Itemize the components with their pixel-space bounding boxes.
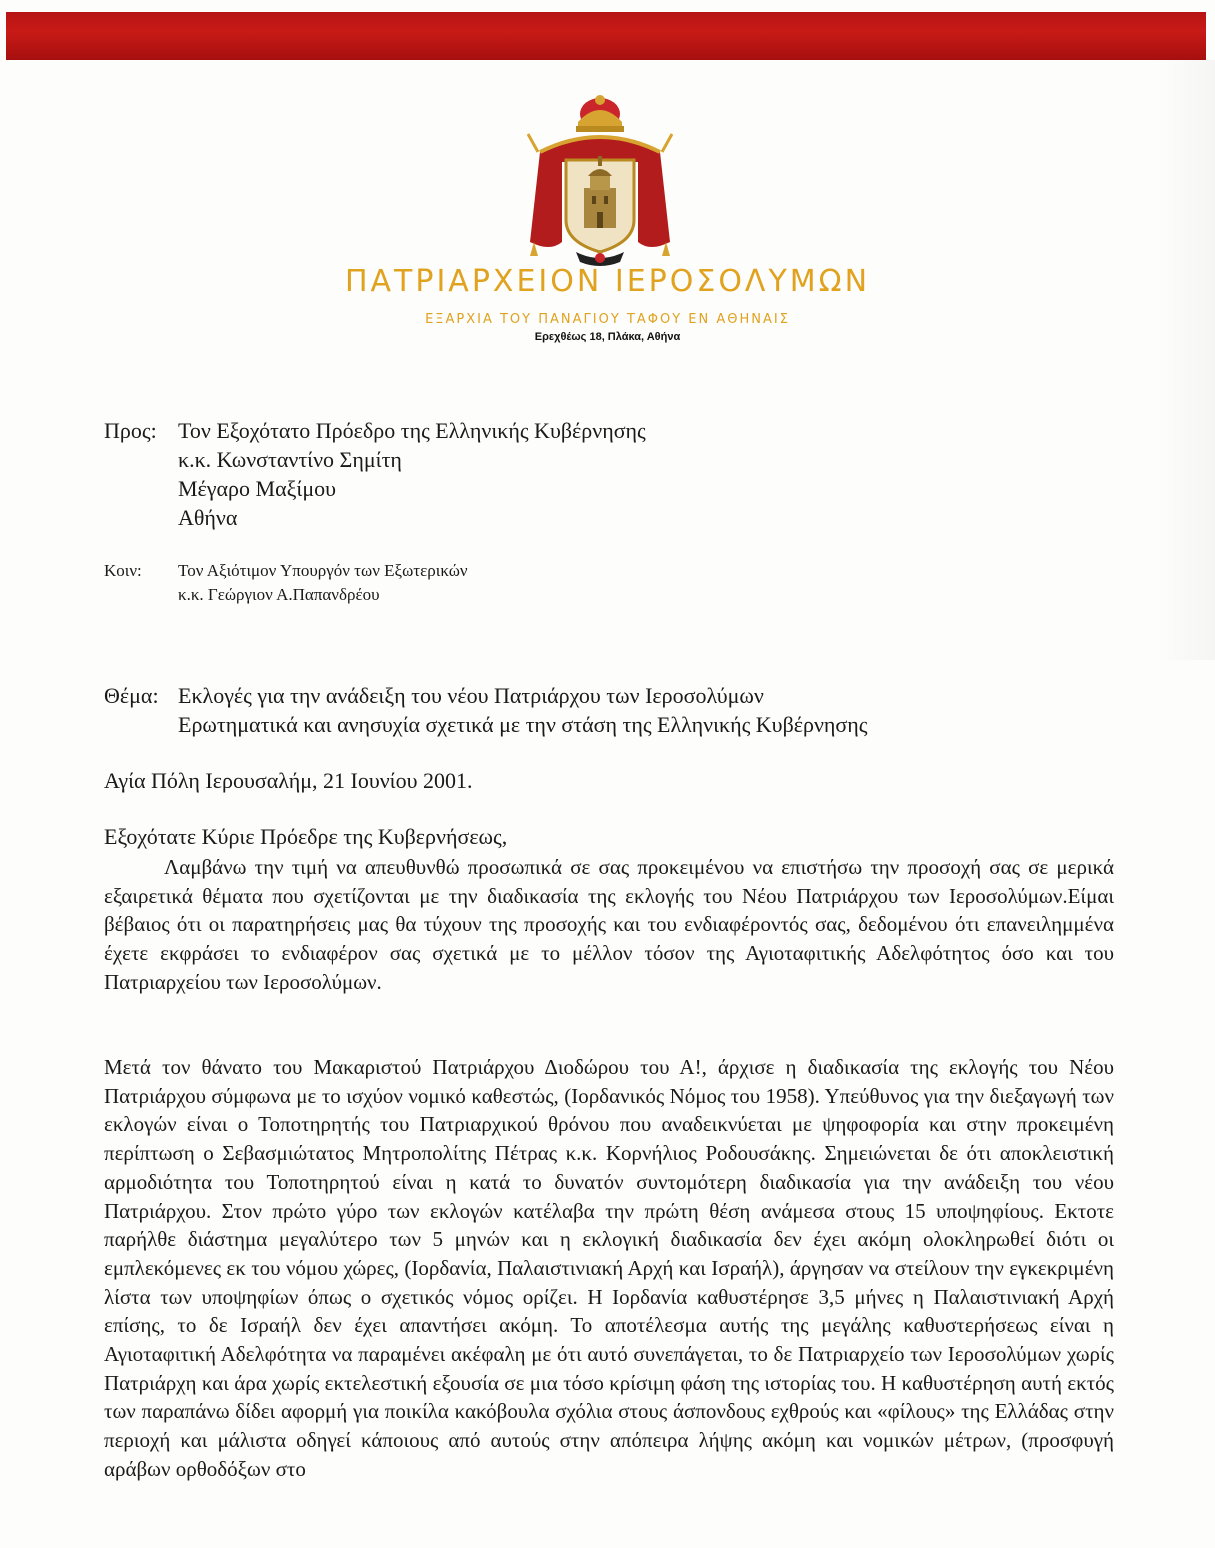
copy-label: Κοιν:: [104, 561, 142, 580]
subject-line: Ερωτηματικά και ανησυχία σχετικά με την στάση της Ελληνικής Κυβέρνησης: [178, 712, 868, 737]
copy-line: κ.κ. Γεώργιον Α.Παπανδρέου: [178, 585, 380, 604]
date-line: Αγία Πόλη Ιερουσαλήμ, 21 Ιουνίου 2001.: [104, 768, 473, 793]
body-paragraph-1: [104, 853, 1114, 997]
letterhead-subtitle: ΕΞΑΡΧΙΑ ΤΟΥ ΠΑΝΑΓΙΟΥ ΤΑΦΟΥ ΕΝ ΑΘΗΝΑΙΣ: [425, 312, 790, 327]
letterhead-address: Ερεχθέως 18, Πλάκα, Αθήνα: [534, 331, 681, 343]
salutation: Εξοχότατε Κύριε Πρόεδρε της Κυβερνήσεως,: [104, 824, 508, 849]
recipient-label: Προς:: [104, 418, 157, 443]
subject-line: Εκλογές για την ανάδειξη του νέου Πατριάρχου των Ιεροσολύμων: [178, 683, 764, 708]
copy-line: Τον Αξιότιμον Υπουργόν των Εξωτερικών: [178, 561, 468, 580]
paper-fold-shadow: [1155, 60, 1215, 660]
crown-icon: [576, 95, 624, 132]
paragraph-text: Λαμβάνω την τιμή να απευθυνθώ προσωπικά σε σας προκειμένου να επιστήσω την προσοχή σας σε μερικά εξαιρετικά θέματα που σχετίζονται με την διαδικασία της εκλογής του Νέου Πατριάρχου των Ιεροσολύμων.Είμαι βέβαιος ότι οι παρατηρήσεις μας θα τύχουν της προσοχής και του ενδιαφέροντός σας, δεδομένου ότι επανειλημμένα έχετε εκφράσει το ενδιαφέρον σας σχετικά με το μέλλον τόσον της Αγιοταφιτικής Αδελφότητος όσο και του Πατριαρχείου των Ιεροσολύμων.: [104, 855, 1114, 994]
body-paragraph-2: [104, 1053, 1114, 1484]
recipient-line: Μέγαρο Μαξίμου: [178, 476, 337, 501]
recipient-line: Αθήνα: [178, 505, 238, 530]
letterhead-red-band: [6, 12, 1206, 60]
letterhead-title: ΠΑΤΡΙΑΡΧΕΙΟΝ ΙΕΡΟΣΟΛΥΜΩΝ: [344, 264, 871, 299]
recipient-line: Τον Εξοχότατο Πρόεδρο της Ελληνικής Κυβέρνησης: [178, 418, 646, 443]
subject-label: Θέμα:: [104, 683, 159, 708]
patriarchate-crest-icon: [520, 92, 680, 270]
recipient-line: κ.κ. Κωνσταντίνο Σημίτη: [178, 447, 402, 472]
paragraph-text: Μετά τον θάνατο του Μακαριστού Πατριάρχου Διοδώρου του Α!, άρχισε η διαδικασία της εκλογής του Νέου Πατριάρχου σύμφωνα με το ισχύον νομικό καθεστώς, (Ιορδανικός Νόμος του 1958). Υπεύθυνος για την διεξαγωγή των εκλογών είναι ο Τοποτηρητής του Πατριαρχικού θρόνου που αναδεικνύεται με ψηφοφορία και στην προκειμένη περίπτωση ο Σεβασμιώτατος Μητροπολίτης Πέτρας κ.κ. Κορνήλιος Ροδουσάκης. Σημειώνεται δε ότι αποκλειστική αρμοδιότητα του Τοποτηρητού είναι η κατά το δυνατόν συντομότερη διαδικασία για την ανάδειξη του νέου Πατριάρχου. Στον πρώτο γύρο των εκλογών κατέλαβα την πρώτη θέση ανάμεσα στους 15 υποψηφίους. Εκτοτε παρήλθε διάστημα μεγαλύτερο των 5 μηνών και η εκλογική διαδικασία δεν έχει ακόμη ολοκληρωθεί διότι οι εμπλεκόμενες εκ του νόμου χώρες, (Ιορδανία, Παλαιστινιακή Αρχή και Ισραήλ), άργησαν να στείλουν την εγκεκριμένη λίστα των υποψηφίων όπως ο σχετικός νόμος ορίζει. Η Ιορδανία καθυστέρησε 3,5 μήνες η Παλαιστινιακή Αρχή επίσης, το δε Ισραήλ δεν έχει απαντήσει ακόμη. Το αποτέλεσμα αυτής της μεγάλης καθυστερήσεως είναι η Αγιοταφιτική Αδελφότητα να παραμένει ακέφαλη με ότι αυτό συνεπάγεται, το δε Πατριαρχείο των Ιεροσολύμων χωρίς Πατριάρχη και άρα χωρίς εκτελεστική εξουσία σε μια τόσο κρίσιμη φάση της ιστορίας του. Η καθυστέρηση αυτή εκτός των παραπάνω δίδει αφορμή για ποικίλα κακόβουλα σχόλια στους άσπονδους εχθρούς και «φίλους» της Ελλάδας στην περιοχή και μάλιστα οδηγεί κάποιους από αυτούς στην απόπειρα λήψης ακόμη και νομικών μέτρων, (προσφυγή αράβων ορθοδόξων στο: [104, 1055, 1114, 1481]
